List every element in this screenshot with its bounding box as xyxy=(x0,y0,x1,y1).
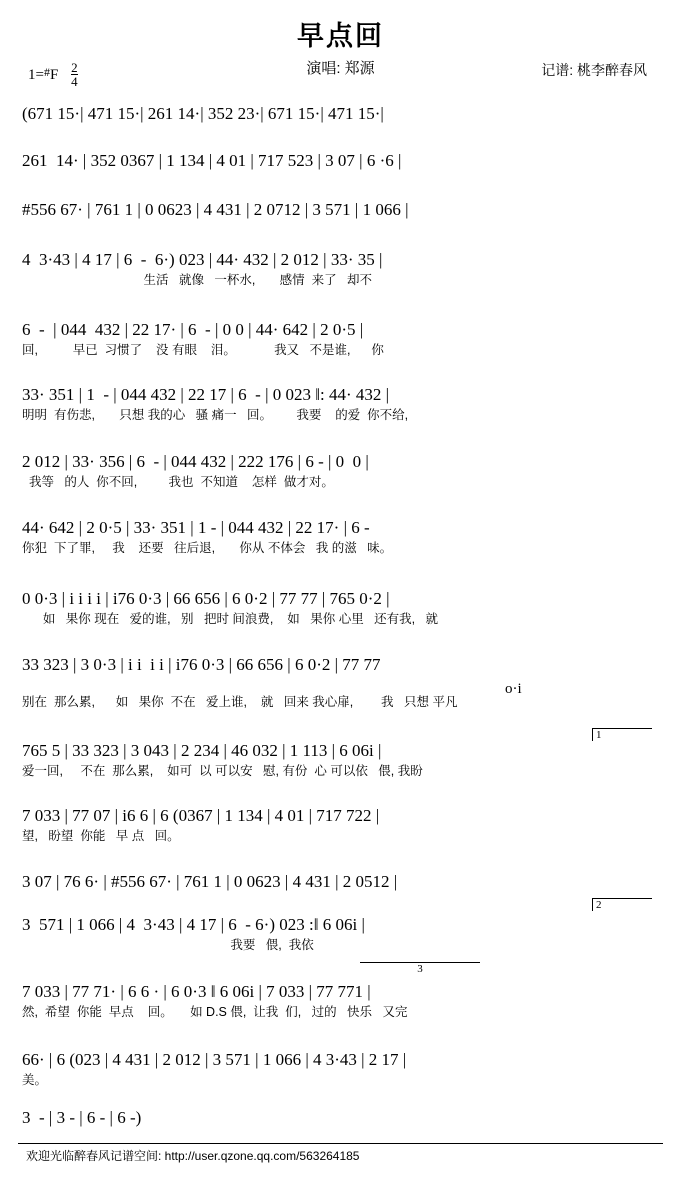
volta-number: 2 xyxy=(592,898,652,911)
lyric-line: 爱一回, 不在 那么累, 如可 以 可以安 慰, 有份 心 可以依 偎, 我盼 xyxy=(22,764,423,778)
notation-line: 66· | 6 (023 | 4 431 | 2 012 | 3 571 | 1 066 | 4 3·43 | 2 17 | xyxy=(22,1050,407,1069)
meter-numerator: 2 xyxy=(71,60,78,75)
lyric-line: 然, 希望 你能 早点 回。 如 D.S 偎, 让我 们, 过的 快乐 又完 xyxy=(22,1005,408,1019)
notation-line: 44· 642 | 2 0·5 | 33· 351 | 1 - | 044 432 | 22 17· | 6 - xyxy=(22,518,370,537)
triplet-bracket xyxy=(360,962,480,975)
notation-line: (671 15·| 471 15·| 261 14·| 352 23·| 671 15·| 471 15·| xyxy=(22,104,384,123)
key-name: F xyxy=(49,66,59,83)
key-and-meter xyxy=(28,62,78,89)
volta-bracket-2 xyxy=(592,898,652,911)
lyric-line: 美。 xyxy=(22,1073,48,1087)
footer-divider xyxy=(18,1143,663,1144)
notation-line: 3 07 | 76 6· | #556 67· | 761 1 | 0 0623 | 4 431 | 2 0512 | xyxy=(22,872,398,891)
notation-line: 765 5 | 33 323 | 3 043 | 2 234 | 46 032 | 1 113 | 6 06i | xyxy=(22,741,382,760)
score-line xyxy=(22,518,662,557)
score-line xyxy=(22,320,662,359)
score-line xyxy=(22,250,662,289)
score-line xyxy=(22,151,662,190)
lyric-line: 我要 偎, 我依 xyxy=(22,938,314,952)
notation-line: 4 3·43 | 4 17 | 6 - 6·) 023 | 44· 432 | 2 012 | 33· 35 | xyxy=(22,250,383,269)
notation-line: 7 033 | 77 71· | 6 6 · | 6 0·3 ‖ 6 06i | 7 033 | 77 771 | xyxy=(22,982,371,1001)
score-line xyxy=(22,385,662,424)
triplet-number: 3 xyxy=(360,962,480,975)
score-line xyxy=(22,1108,662,1130)
lyric-line xyxy=(22,127,662,143)
notation-line: #556 67· | 761 1 | 0 0623 | 4 431 | 2 0712 | 3 571 | 1 066 | xyxy=(22,200,409,219)
notation-line: 6 - | 044 432 | 22 17· | 6 - | 0 0 | 44· 642 | 2 0·5 | xyxy=(22,320,364,339)
notation-line: 33· 351 | 1 - | 044 432 | 22 17 | 6 - | 0 023 ‖: 44· 432 | xyxy=(22,385,390,404)
score-line xyxy=(22,200,662,239)
lyric-line: 我等 的人 你不回, 我也 不知道 怎样 做才对。 xyxy=(22,475,334,489)
composer-credit: 记谱: 桃李醉春风 xyxy=(541,62,647,78)
score-line xyxy=(22,104,662,143)
time-signature xyxy=(71,61,78,88)
lyric-line: 别在 那么累, 如 果你 不在 爱上谁, 就 回来 我心扉, 我 只想 平凡 xyxy=(22,695,458,709)
page-title: 早点回 xyxy=(297,21,384,51)
meter-denominator: 4 xyxy=(71,74,78,89)
lyric-line xyxy=(22,174,662,190)
notation-line: 33 323 | 3 0·3 | i i i i | i76 0·3 | 66 656 | 6 0·2 | 77 77 xyxy=(22,655,381,674)
ornament-marking xyxy=(505,679,585,701)
lyric-line xyxy=(22,895,662,911)
ornament-note: o·i xyxy=(505,681,522,697)
notation-line: 2 012 | 33· 356 | 6 - | 044 432 | 222 176 | 6 - | 0 0 | xyxy=(22,452,369,471)
score-line xyxy=(22,872,662,911)
lyric-line: 生活 就像 一杯水, 感情 来了 却不 xyxy=(22,273,373,287)
lyric-line: 回, 早已 习惯了 没 有眼 泪。 我又 不是谁, 你 xyxy=(22,343,384,357)
notation-line: 3 571 | 1 066 | 4 3·43 | 4 17 | 6 - 6·) 023 :‖ 6 06i | xyxy=(22,915,365,934)
key-signature-label: 1= xyxy=(28,66,44,83)
lyric-line: 你犯 下了罪, 我 还要 往后退, 你从 不体会 我 的滋 味。 xyxy=(22,541,393,555)
score-line xyxy=(22,806,662,845)
volta-bracket-1 xyxy=(592,728,652,741)
score-line xyxy=(22,452,662,491)
lyric-line: 明明 有伤悲, 只想 我的心 骚 痛一 回。 我要 的爱 你不给, xyxy=(22,408,409,422)
notation-line: 261 14· | 352 0367 | 1 134 | 4 01 | 717 523 | 3 07 | 6 ·6 | xyxy=(22,151,402,170)
lyric-line: 望, 盼望 你能 早 点 回。 xyxy=(22,829,180,843)
score-line xyxy=(22,982,662,1021)
notation-line: 3 - | 3 - | 6 - | 6 -) xyxy=(22,1108,142,1127)
singer-credit: 演唱: 郑源 xyxy=(306,60,375,77)
footer-note: 欢迎光临醉春风记谱空间: http://user.qzone.qq.com/563264185 xyxy=(26,1149,360,1163)
lyric-line: 如 果你 现在 爱的谁, 别 把时 间浪费, 如 果你 心里 还有我, 就 xyxy=(22,612,438,626)
notation-line: 0 0·3 | i i i i | i76 0·3 | 66 656 | 6 0·2 | 77 77 | 765 0·2 | xyxy=(22,589,390,608)
score-line xyxy=(22,1050,662,1089)
volta-number: 1 xyxy=(592,728,652,741)
notation-line: 7 033 | 77 07 | i6 6 | 6 (0367 | 1 134 | 4 01 | 717 722 | xyxy=(22,806,380,825)
key-accidental: # xyxy=(43,64,50,79)
score-line xyxy=(22,915,662,954)
score-line xyxy=(22,741,662,780)
lyric-line xyxy=(22,223,662,239)
score-line xyxy=(22,589,662,628)
